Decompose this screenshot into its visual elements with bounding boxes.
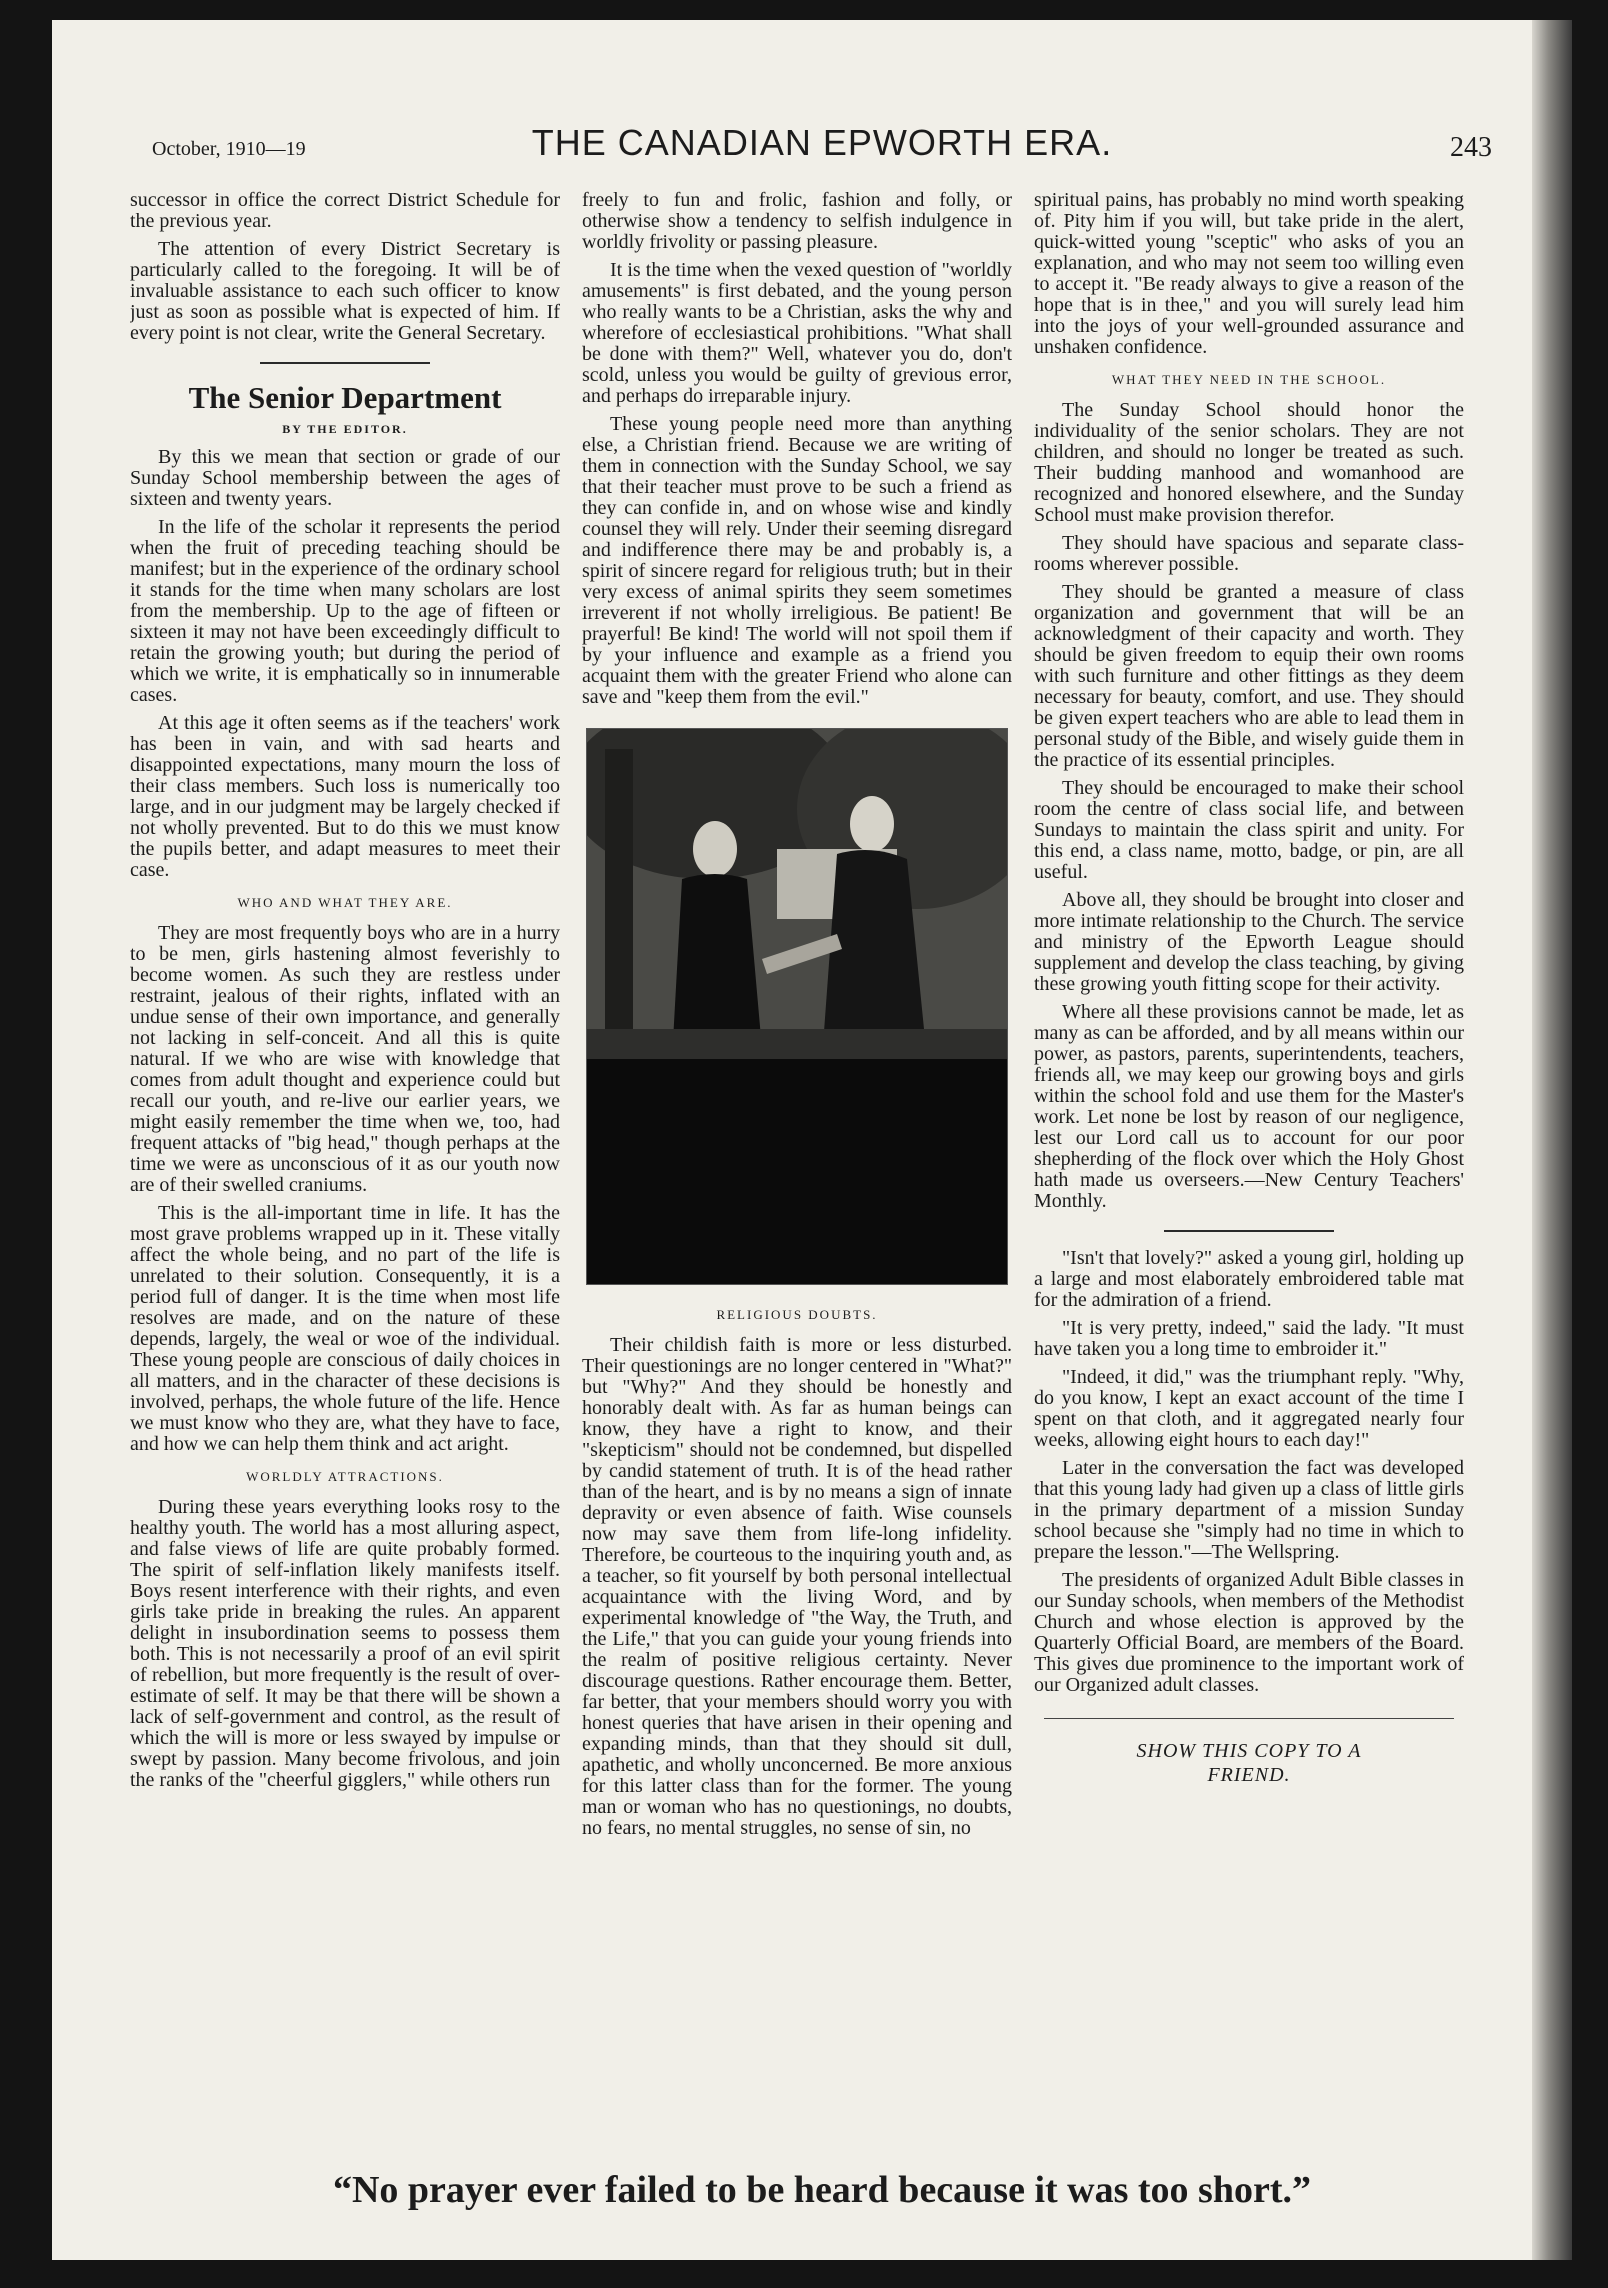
paragraph: During these years everything looks rosy to the healthy youth. The world has a most alluring aspect, and false views of life are quite probably formed. The spirit of self-inflation likely manifests itself. Boys resent interference with their rights, and even girls take pride in breaking the rules. An apparent delight in insubordination seems to possess them both. This is not necessarily a proof of an evil spirit of rebellion, but more frequently is the result of over-estimate of self. It may be that there will be shown a lack of self-government and control, as the result of which the will is more or less swayed by impulse or swept by passion. Many become frivolous, and join the ranks of the "cheerful gigglers," while others run [130, 1496, 560, 1791]
section-title: The Senior Department [188, 380, 502, 415]
paragraph: At this age it often seems as if the teachers' work has been in vain, and with sad hearts and disappointed expectations, many mourn the loss of their class members. Such loss is numerically too large, and in our judgment may be largely checked if not wholly prevented. But to do this we must know the pupils better, and adapt measures to meet their case. [130, 712, 560, 881]
paragraph: They should be granted a measure of class organization and government that will be an acknowledgment of their capacity and worth. They should be given freedom to equip their own rooms with such furniture and other fittings as they deem necessary for beauty, comfort, and use. They should be given expert teachers who are able to lead them in personal study of the Bible, and wisely guide them in the practice of its essential principles. [1034, 581, 1464, 771]
show-copy-line: FRIEND. [1207, 1764, 1291, 1786]
photograph-image [587, 729, 1007, 1284]
paragraph: They are most frequently boys who are in a hurry to be men, girls hastening almost feverishly to become women. As such they are restless under restraint, jealous of their rights, inflated with an undue sense of their own importance, and generally not lacking in self-conceit. And all this is quite natural. If we who are wise with knowledge that comes from adult thought and experience could but recall our youth, and re-live our earlier years, we might easily remember the time when we, too, had frequent attacks of "big head," though perhaps at the time we were as unconscious of it as our youth now are of their swelled craniums. [130, 922, 560, 1196]
paragraph: Later in the conversation the fact was developed that this young lady had given up a class of little girls in the primary department of a mission Sunday school because she "simply had no time in which to prepare the lesson."—The Wellspring. [1034, 1457, 1464, 1563]
section-divider [1044, 1718, 1454, 1719]
paragraph: These young people need more than anything else, a Christian friend. Because we are writing of them in connection with the Sunday School, we say that their teacher must prove to be such a friend as they can confide in, and on whose wise and kindly counsel they will rely. Under their seeming disregard and indifference there may be and probably is, a spirit of sincere regard for religious truth; but in their very excess of animal spirits they seem sometimes irreverent if not wholly irreligious. Be patient! Be prayerful! Be kind! The world will not spoil them if by your influence and example as a friend you acquaint them with the greater Friend who alone can save and "keep them from the evil." [582, 413, 1012, 708]
paragraph: spiritual pains, has probably no mind worth speaking of. Pity him if you will, but take pride in the alert, quick-witted young "sceptic" who asks of you an explanation, and who may not seem too willing even to accept it. "Be ready always to give a reason of the hope that is in thee," and you will surely lead him into the joys of your well-grounded assurance and unshaken confidence. [1034, 190, 1464, 358]
paragraph: They should have spacious and separate class-rooms wherever possible. [1034, 532, 1464, 575]
paragraph: "Isn't that lovely?" asked a young girl, holding up a large and most elaborately embroidered table mat for the admiration of a friend. [1034, 1247, 1464, 1311]
footer-quote: “No prayer ever failed to be heard because it was too short.” [332, 2169, 1312, 2211]
show-copy-line: SHOW THIS COPY TO A [1136, 1740, 1362, 1762]
magazine-title: THE CANADIAN EPWORTH ERA. [531, 122, 1113, 163]
column-left [130, 190, 560, 2170]
paragraph: Where all these provisions cannot be made, let as many as can be afforded, and by all means within our power, as pastors, parents, superintendents, teachers, friends all, we may keep our growing boys and girls within the school fold and use them for the Master's work. Let none be lost by reason of our negligence, lest our Lord call us to account for our poor shepherding of the flock over which the Holy Ghost hath made us overseers.—New Century Teachers' Monthly. [1034, 1001, 1464, 1212]
paragraph: "Indeed, it did," was the triumphant reply. "Why, do you know, I kept an exact account of the time I spent on that cloth, and it aggregated nearly four weeks, allowing eight hours to each day!" [1034, 1366, 1464, 1451]
subheading: WHAT THEY NEED IN THE SCHOOL. [1111, 372, 1387, 387]
section-divider [1164, 1230, 1334, 1232]
paragraph: In the life of the scholar it represents the period when the fruit of preceding teaching should be manifest; but in the experience of the ordinary school it stands for the time when many scholars are lost from the membership. Up to the age of fifteen or sixteen it may not have been exceedingly difficult to retain the growing youth; but during the period of which we write, it is emphatically so in innumerable cases. [130, 516, 560, 706]
paragraph: This is the all-important time in life. It has the most grave problems wrapped up in it. These vitally affect the whole being, and no part of the life is unrelated to their solution. Consequently, it is a period full of danger. It is the time when most life resolves are made, and on the nature of these depends, largely, the weal or woe of the individual. These young people are conscious of daily choices in all matters, and in the character of these decisions is involved, perhaps, the whole future of the life. Hence we must know who they are, what they have to face, and how we can help them think and act aright. [130, 1202, 560, 1455]
page-binding-edge [1532, 20, 1572, 2260]
paragraph: Their childish faith is more or less disturbed. Their questionings are no longer centered in "What?" but "Why?" And they should be honestly and honorably dealt with. As far as human beings can know, they have a right to know, and their "skepticism" should not be condemned, but dispelled by candid statement of truth. It is of the head rather than of the heart, and is by no means a sign of innate depravity or even absence of faith. Wise counsels now may save them from life-long infidelity. Therefore, be courteous to the inquiring youth and, as a teacher, so fit yourself by both personal intellectual acquaintance with the living Word, and by experimental knowledge of "the Way, the Truth, and the Life," that you can guide your young friends into the realm of positive religious certainty. Never discourage questions. Rather encourage them. Better, far better, that your members should worry you with honest queries that have arisen in their opening and expanding minds, than that they should sit dull, apathetic, and wholly unconcerned. Be more anxious for this latter class than for the former. The young man or woman who has no questionings, no doubts, no fears, no mental struggles, no sense of sin, no [582, 1334, 1012, 1839]
paragraph: freely to fun and frolic, fashion and folly, or otherwise show a tendency to selfish indulgence in worldly frivolity or passing pleasure. [582, 190, 1012, 253]
page-number: 243 [1450, 132, 1492, 163]
column-middle [582, 190, 1012, 2170]
issue-date: October, 1910—19 [152, 138, 306, 160]
paragraph: Above all, they should be brought into closer and more intimate relationship to the Church. The service and ministry of the Epworth League should supplement and develop the class teaching, by giving these growing youth fitting scope for their activity. [1034, 889, 1464, 995]
section-divider [260, 362, 430, 364]
paragraph: successor in office the correct District Schedule for the previous year. [130, 190, 560, 232]
paragraph: "It is very pretty, indeed," said the lady. "It must have taken you a long time to embroider it." [1034, 1317, 1464, 1360]
page-header [152, 112, 1492, 172]
subheading: WORLDLY ATTRACTIONS. [246, 1469, 444, 1484]
subheading: WHO AND WHAT THEY ARE. [237, 895, 453, 910]
column-right [1034, 190, 1464, 2170]
magazine-page [52, 20, 1572, 2260]
byline: BY THE EDITOR. [282, 422, 408, 436]
subheading: RELIGIOUS DOUBTS. [716, 1307, 878, 1322]
paragraph: By this we mean that section or grade of our Sunday School membership between the ages of sixteen and twenty years. [130, 446, 560, 510]
paragraph: The presidents of organized Adult Bible classes in our Sunday schools, when members of the Methodist Church and whose election is approved by the Quarterly Official Board, are members of the Board. This gives due prominence to the important work of our Organized adult classes. [1034, 1569, 1464, 1696]
show-copy-notice [1034, 1739, 1464, 1787]
paragraph: They should be encouraged to make their school room the centre of class social life, and between Sundays to maintain the class spirit and unity. For this end, a class name, motto, badge, or pin, are all useful. [1034, 777, 1464, 883]
photograph [586, 728, 1008, 1285]
paragraph: The Sunday School should honor the individuality of the senior scholars. They are not children, and should no longer be treated as such. Their budding manhood and womanhood are recognized and honored elsewhere, and the Sunday School must make provision therefor. [1034, 399, 1464, 526]
paragraph: The attention of every District Secretary is particularly called to the foregoing. It will be of invaluable assistance to each such officer to know just as soon as possible what is expected of him. If every point is not clear, write the General Secretary. [130, 238, 560, 344]
paragraph: It is the time when the vexed question of "worldly amusements" is first debated, and the young person who really wants to be a Christian, asks the why and wherefore of ecclesiastical prohibitions. "What shall be done with them?" Well, whatever you do, don't scold, unless you would be guilty of grevious error, and perhaps do irreparable injury. [582, 259, 1012, 407]
